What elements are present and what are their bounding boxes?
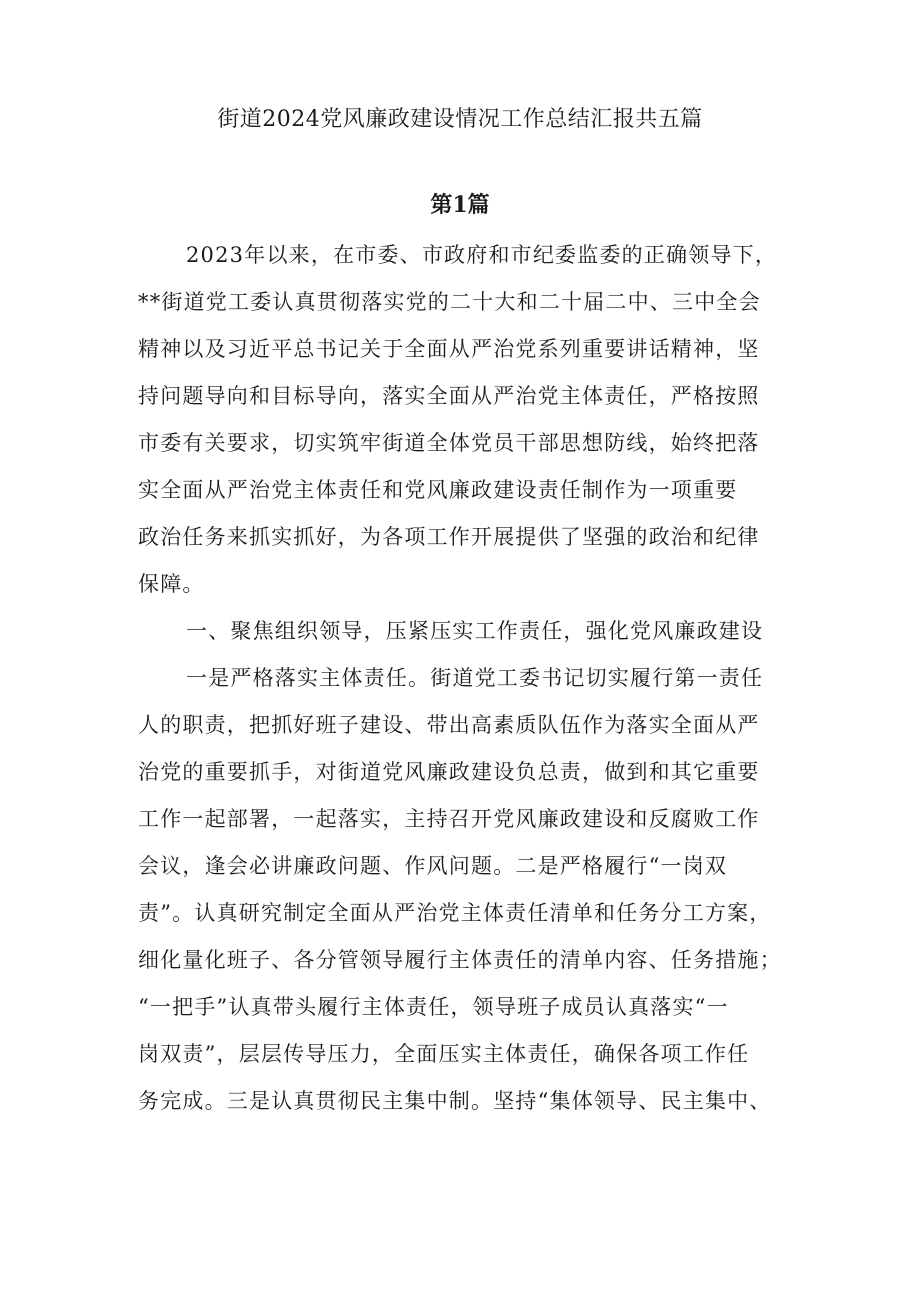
paragraph-line: 市委有关要求，切实筑牢街道全体党员干部思想防线，始终把落 <box>138 431 760 455</box>
paragraph-line: 责”。认真研究制定全面从严治党主体责任清单和任务分工方案， <box>138 901 772 925</box>
paragraph-line: **街道党工委认真贯彻落实党的二十大和二十届二中、三中全会 <box>138 290 761 314</box>
paragraph-line: 持问题导向和目标导向，落实全面从严治党主体责任，严格按照 <box>138 384 760 408</box>
paragraph-line: 岗双责”，层层传导压力，全面压实主体责任，确保各项工作任 <box>138 1042 750 1066</box>
paragraph-line: 2023年以来，在市委、市政府和市纪委监委的正确领导下， <box>186 243 778 267</box>
section-heading: 第1篇 <box>430 192 490 218</box>
paragraph-line: 人的职责，把抓好班子建设、带出高素质队伍作为落实全面从严 <box>138 713 760 737</box>
paragraph-line: 工作一起部署，一起落实，主持召开党风廉政建设和反腐败工作 <box>138 807 760 831</box>
document-title: 街道2024党风廉政建设情况工作总结汇报共五篇 <box>217 107 703 132</box>
paragraph-line: 政治任务来抓实抓好，为各项工作开展提供了坚强的政治和纪律 <box>138 525 760 549</box>
paragraph-line: 实全面从严治党主体责任和党风廉政建设责任制作为一项重要 <box>138 478 738 502</box>
paragraph-line: 保障。 <box>138 572 205 596</box>
paragraph-line: 治党的重要抓手，对街道党风廉政建设负总责，做到和其它重要 <box>138 760 760 784</box>
paragraph-line: 精神以及习近平总书记关于全面从严治党系列重要讲话精神，坚 <box>138 337 760 361</box>
paragraph-line: “一把手”认真带头履行主体责任，领导班子成员认真落实“一 <box>138 995 729 1019</box>
section-subheading-line: 一、聚焦组织领导，压紧压实工作责任，强化党风廉政建设 <box>186 619 764 643</box>
paragraph-line: 一是严格落实主体责任。街道党工委书记切实履行第一责任 <box>186 666 764 690</box>
paragraph-line: 务完成。三是认真贯彻民主集中制。坚持“集体领导、民主集中、 <box>138 1089 772 1113</box>
paragraph-line: 会议，逢会必讲廉政问题、作风问题。二是严格履行“一岗双 <box>138 854 728 878</box>
paragraph-line: 细化量化班子、各分管领导履行主体责任的清单内容、任务措施； <box>138 948 782 972</box>
